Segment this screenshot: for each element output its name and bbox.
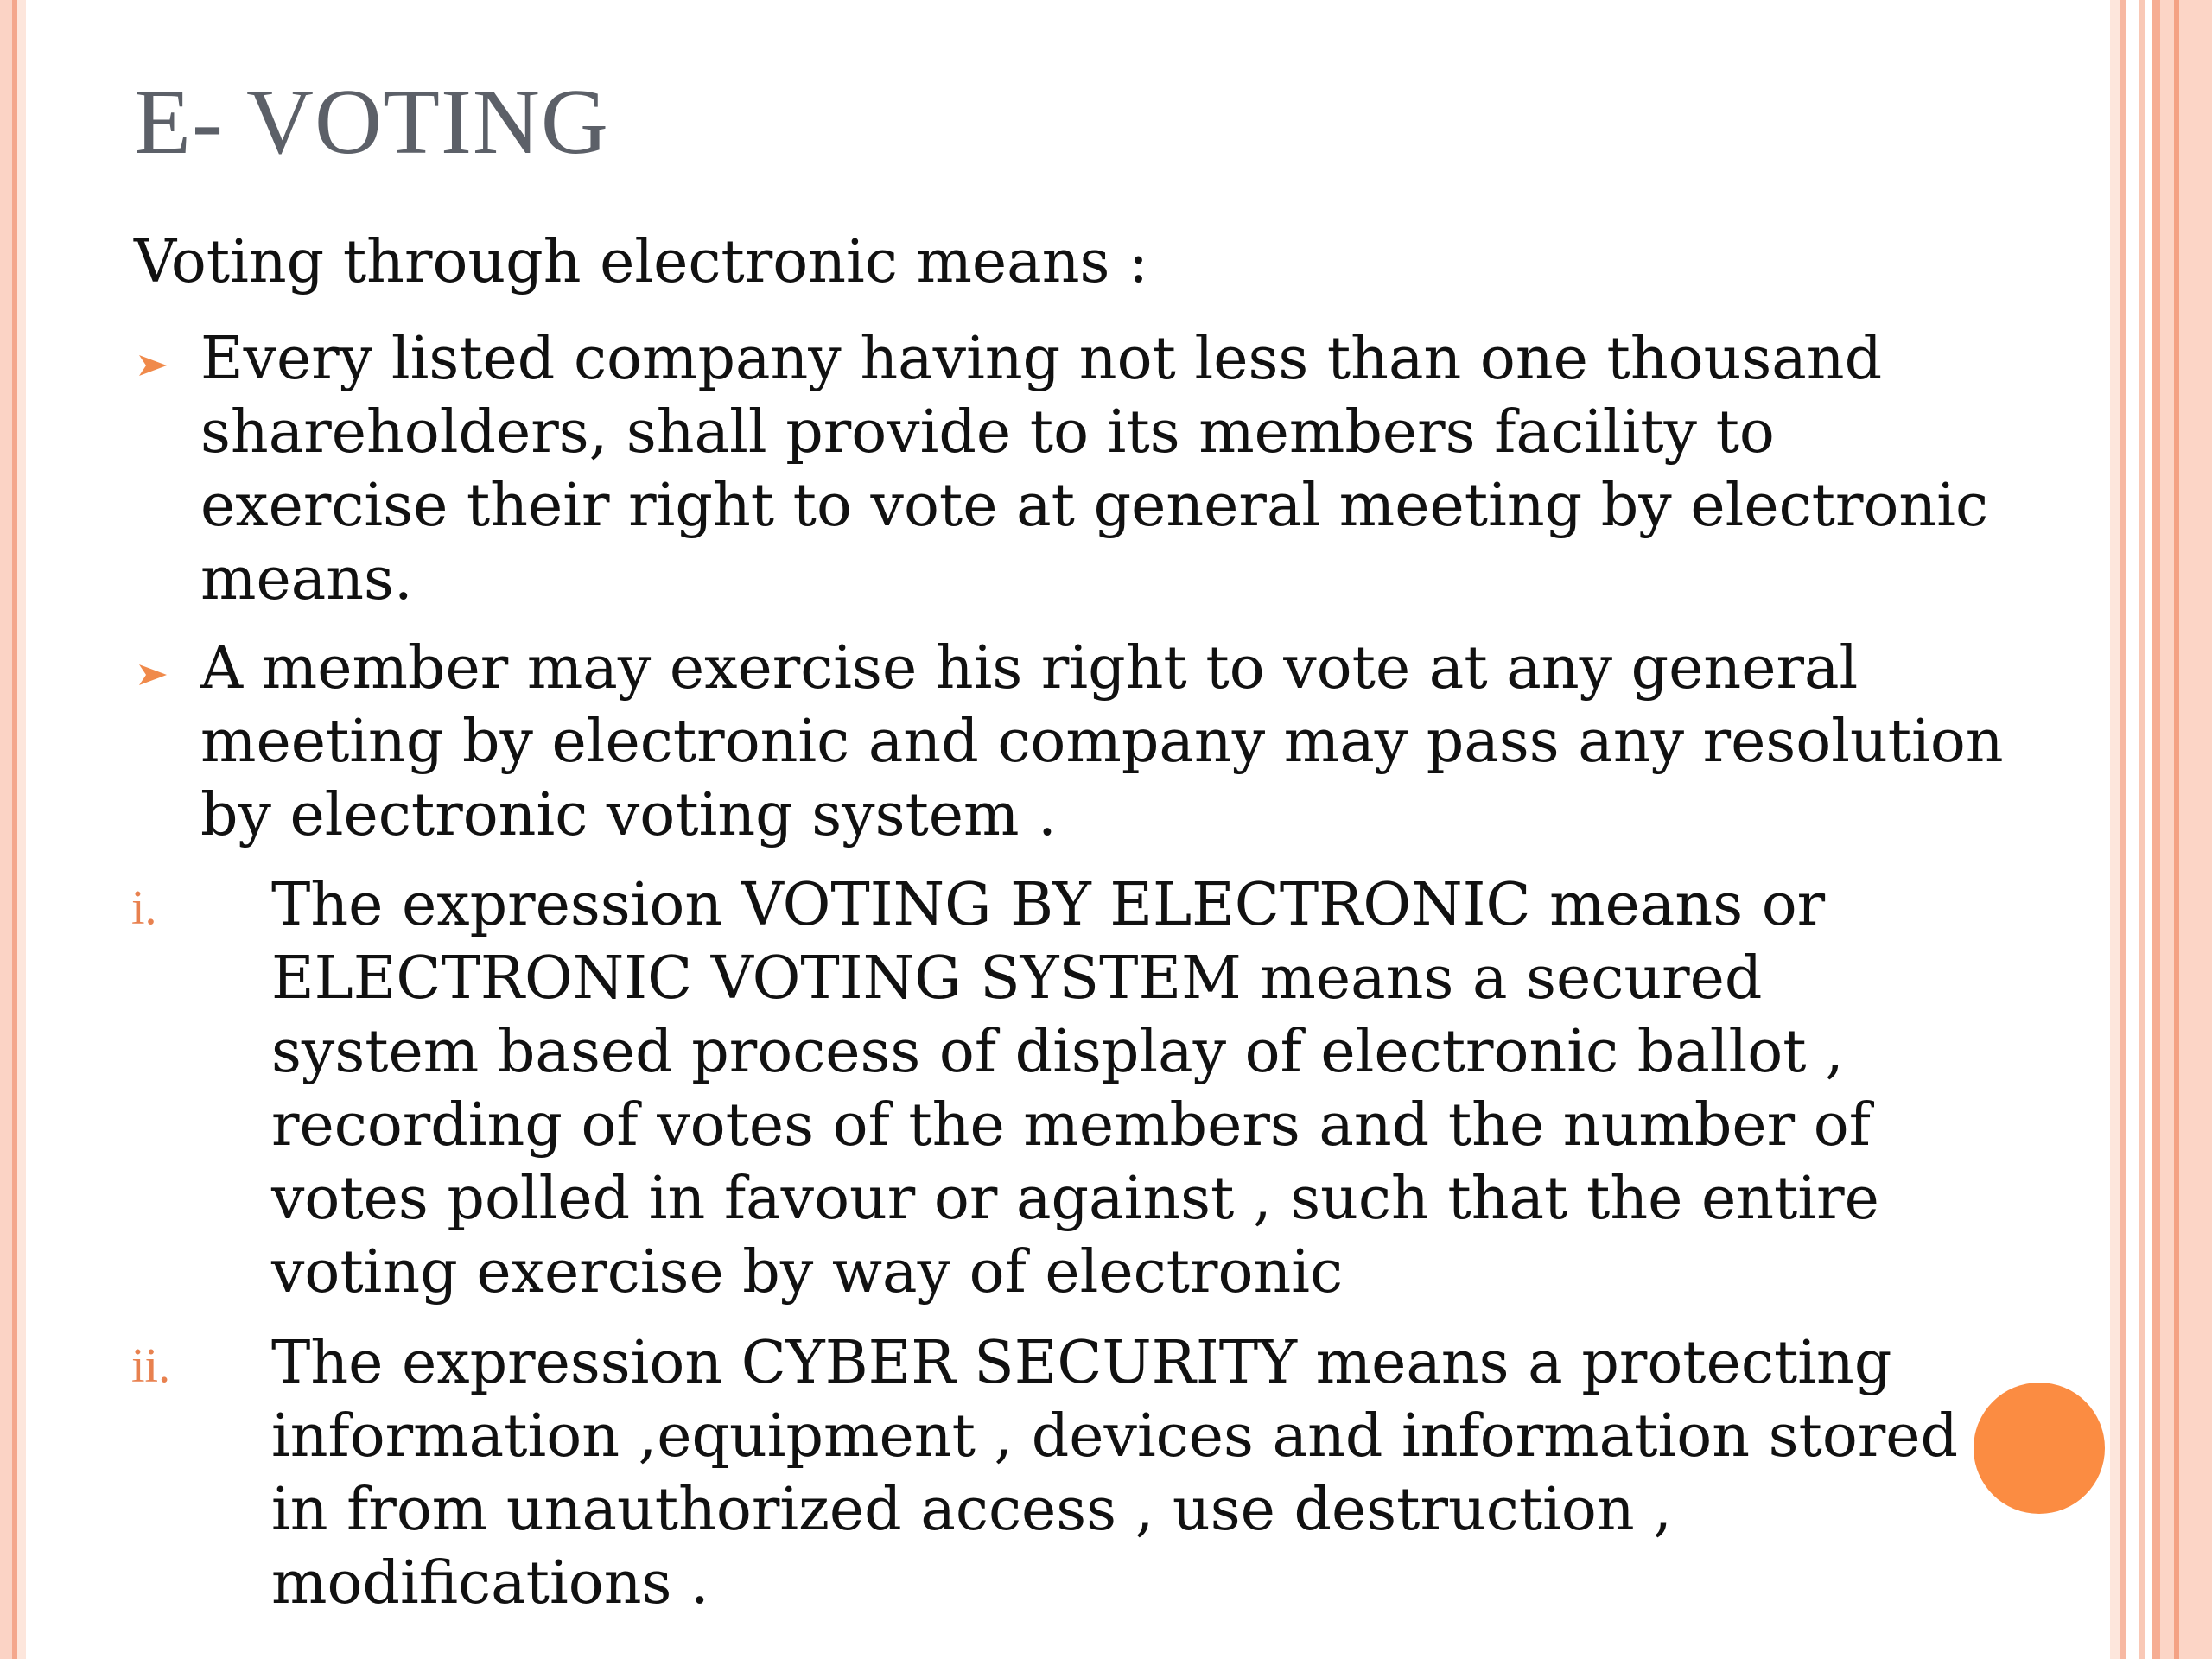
right-border-stripe xyxy=(2152,0,2160,1659)
numbered-item xyxy=(131,1326,2067,1620)
right-border-stripe xyxy=(2139,0,2145,1659)
numbered-line: The expression VOTING BY ELECTRONIC means or xyxy=(271,871,1826,939)
bullet-item xyxy=(134,322,2069,616)
arrowhead-bullet-icon xyxy=(134,329,186,398)
numbered-line: modifications . xyxy=(271,1549,709,1618)
arrowhead-bullet-icon xyxy=(134,639,186,708)
numbered-line: in from unauthorized access , use destruction , xyxy=(271,1476,1672,1544)
bullet-item xyxy=(134,632,2069,852)
slide-title: E- VOTING xyxy=(134,71,609,174)
right-border-stripe xyxy=(2160,0,2212,1659)
right-border-stripe xyxy=(2110,0,2120,1659)
numbered-line: The expression CYBER SECURITY means a protecting xyxy=(271,1329,1892,1397)
numbered-line: ELECTRONIC VOTING SYSTEM means a secured xyxy=(271,944,1763,1013)
numbered-text xyxy=(271,868,2067,1309)
left-border-stripe xyxy=(0,0,12,1659)
item-number: ii. xyxy=(131,1339,171,1393)
numbered-item xyxy=(131,868,2067,1309)
numbered-line: system based process of display of electronic ballot , xyxy=(271,1018,1844,1086)
bullet-line: by electronic voting system . xyxy=(200,781,1057,849)
left-border-stripe xyxy=(17,0,26,1659)
bullet-text xyxy=(200,632,2069,852)
bullet-line: meeting by electronic and company may pass any resolution xyxy=(200,708,2004,776)
numbered-text xyxy=(271,1326,2067,1620)
bullet-text xyxy=(200,322,2069,616)
numbered-line: recording of votes of the members and the number of xyxy=(271,1091,1871,1160)
bullet-line: exercise their right to vote at general meeting by electronic xyxy=(200,472,1989,540)
orange-circle xyxy=(1974,1382,2105,1514)
right-border-stripe xyxy=(2174,0,2179,1659)
bullet-line: Every listed company having not less than one thousand xyxy=(200,325,1883,393)
intro-text: Voting through electronic means : xyxy=(134,228,1148,296)
numbered-line: information ,equipment , devices and information stored xyxy=(271,1402,1959,1471)
bullet-line: shareholders, shall provide to its members facility to xyxy=(200,398,1775,467)
item-number: i. xyxy=(131,881,157,935)
bullet-line: means. xyxy=(200,545,413,613)
numbered-line: votes polled in favour or against , such that the entire xyxy=(271,1165,1879,1233)
right-border-stripe xyxy=(2126,0,2152,1659)
bullet-line: A member may exercise his right to vote at any general xyxy=(200,634,1859,702)
numbered-line: voting exercise by way of electronic xyxy=(271,1238,1344,1306)
